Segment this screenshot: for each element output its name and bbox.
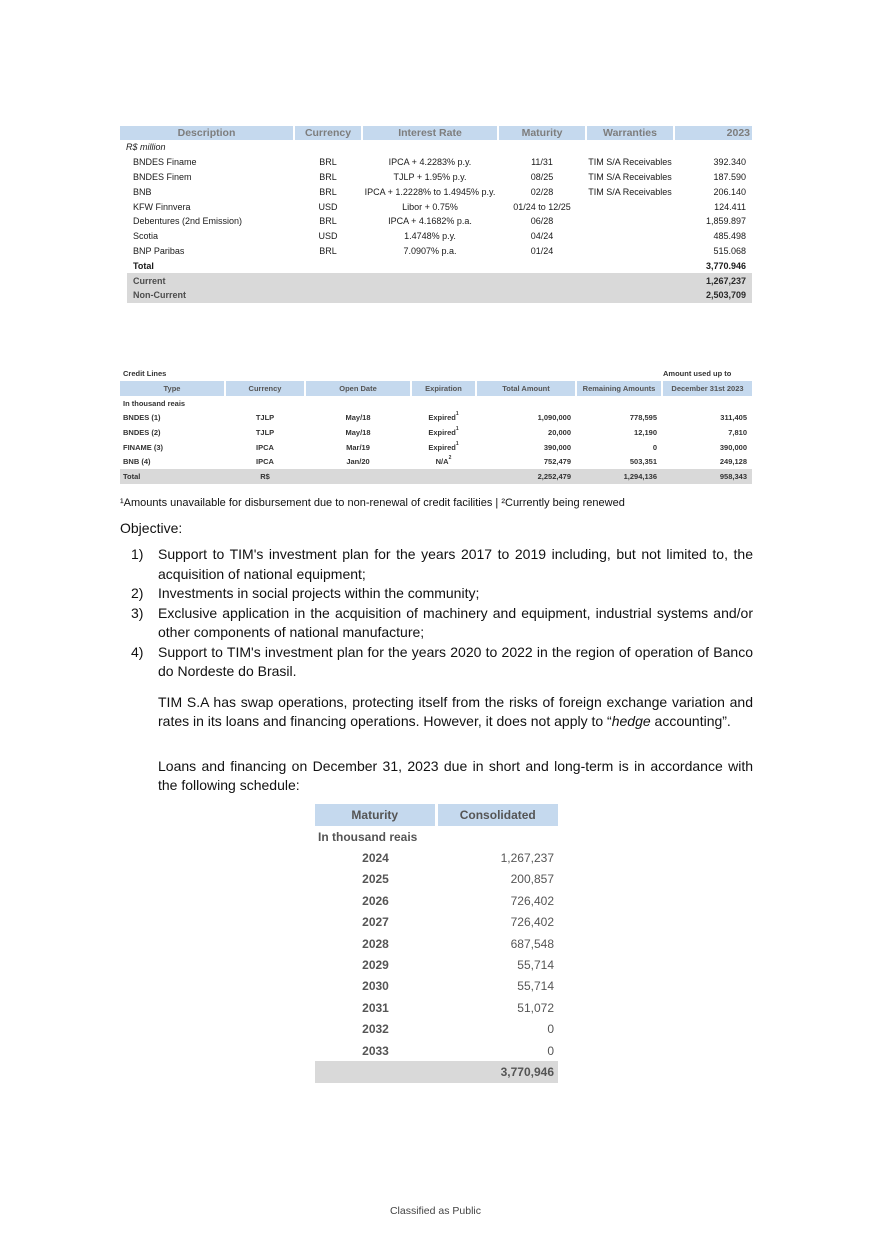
loan-value: 515.068 — [713, 245, 746, 256]
header-currency: Currency — [225, 381, 305, 396]
objective-label: Objective: — [120, 520, 183, 536]
table-row — [315, 954, 558, 975]
loan-rate: 1.4748% p.y. — [404, 231, 456, 242]
loans-table — [120, 126, 752, 303]
amount-used-label: Amount used up to — [663, 369, 732, 378]
noncurrent-value: 2,503,709 — [674, 288, 752, 303]
loan-description: BNDES Finem — [133, 171, 192, 182]
schedule-value: 726,402 — [510, 915, 554, 930]
loan-rate: IPCA + 4.2283% p.y. — [388, 157, 472, 168]
credit-currency: TJLP — [255, 413, 275, 423]
loan-description: BNB — [133, 186, 152, 197]
loan-description: BNDES Finame — [133, 157, 197, 168]
loans-header-row — [120, 126, 752, 140]
schedule-value: 55,714 — [517, 979, 554, 994]
schedule-value: 0 — [547, 1043, 554, 1058]
loan-warranties: TIM S/A Receivables — [588, 171, 672, 182]
credit-remaining: 503,351 — [629, 457, 657, 467]
item-text: Support to TIM's investment plan for the years 2020 to 2022 in the region of operation of Banco do Nordeste do Brasil. — [158, 643, 753, 679]
loan-description: BNP Paribas — [133, 245, 185, 256]
footnote-mark: 1 — [455, 425, 459, 432]
schedule-year: 2033 — [362, 1043, 389, 1058]
loan-currency: BRL — [319, 216, 337, 227]
header-type: Type — [120, 381, 225, 396]
schedule-value: 200,857 — [510, 872, 554, 887]
item-text: Exclusive application in the acquisition of machinery and equipment, industrial systems and/or other components of national manufacture; — [158, 604, 753, 640]
table-row — [120, 425, 752, 440]
credit-remaining: 12,190 — [634, 427, 657, 437]
credit-type: BNDES (1) — [123, 413, 161, 423]
loan-currency: USD — [318, 231, 338, 242]
noncurrent-label: Non-Current — [120, 288, 294, 303]
schedule-year: 2027 — [362, 915, 389, 930]
loan-currency: BRL — [319, 245, 337, 256]
table-row — [315, 933, 558, 954]
unit-label: In thousand reais — [123, 398, 186, 408]
loan-rate: IPCA + 1.2228% to 1.4945% p.y. — [364, 186, 496, 197]
loan-warranties: TIM S/A Receivables — [588, 157, 672, 168]
credit-total-amount: 2,252,479 — [476, 469, 576, 484]
credit-total-currency: R$ — [225, 469, 305, 484]
list-item — [120, 545, 753, 584]
list-item — [120, 584, 753, 604]
schedule-value: 0 — [547, 1022, 554, 1037]
total-value: 3,770.946 — [705, 260, 746, 271]
item-text: Support to TIM's investment plan for the years 2017 to 2019 including, but not limited to, the acquisition of national equipment; — [158, 546, 753, 582]
credit-lines-table — [120, 381, 752, 484]
loan-maturity: 02/28 — [530, 186, 554, 197]
credit-type: FINAME (3) — [123, 442, 163, 452]
total-row — [120, 258, 752, 273]
item-text: Investments in social projects within the community; — [158, 585, 480, 601]
header-december-2023: December 31st 2023 — [662, 381, 752, 396]
credit-open-date: May/18 — [345, 427, 371, 437]
item-number: 4) — [131, 643, 144, 660]
loan-value: 206.140 — [713, 186, 746, 197]
credit-used: 7,810 — [728, 427, 747, 437]
loan-description: KFW Finnvera — [133, 201, 191, 212]
credit-total: 20,000 — [548, 427, 571, 437]
header-remaining-amounts: Remaining Amounts — [576, 381, 662, 396]
item-number: 2) — [131, 585, 144, 601]
table-row — [315, 912, 558, 933]
loan-currency: BRL — [319, 157, 337, 168]
schedule-paragraph: Loans and financing on December 31, 2023 due in short and long-term is in accordance with the following schedule: — [158, 758, 753, 793]
schedule-header-row — [315, 804, 558, 826]
header-description: Description — [120, 126, 294, 140]
loan-maturity: 01/24 to 12/25 — [513, 201, 571, 212]
loan-value: 187.590 — [713, 171, 746, 182]
unit-row — [315, 826, 558, 847]
loan-maturity: 04/24 — [530, 231, 554, 242]
credit-total-used: 958,343 — [662, 469, 752, 484]
loan-warranties — [586, 214, 674, 229]
schedule-value: 687,548 — [510, 936, 554, 951]
unit-row — [120, 396, 752, 411]
credit-type: BNB (4) — [123, 457, 151, 467]
schedule-year: 2028 — [362, 936, 389, 951]
credit-header-row — [120, 381, 752, 396]
schedule-total-row — [315, 1061, 558, 1082]
loan-description: Scotia — [133, 231, 159, 242]
total-label: Total — [133, 260, 154, 271]
header-maturity: Maturity — [498, 126, 586, 140]
table-row — [315, 890, 558, 911]
credit-total-row — [120, 469, 752, 484]
table-row — [315, 1019, 558, 1040]
loan-currency: BRL — [319, 171, 337, 182]
footnote: ¹Amounts unavailable for disbursement due to non-renewal of credit facilities | ²Currently being renewed — [120, 497, 625, 509]
table-row — [120, 155, 752, 170]
table-row — [120, 184, 752, 199]
loan-currency: USD — [318, 201, 338, 212]
schedule-year: 2025 — [362, 872, 389, 887]
header-interest-rate: Interest Rate — [362, 126, 498, 140]
loan-rate: IPCA + 4.1682% p.a. — [388, 216, 472, 227]
header-open-date: Open Date — [305, 381, 411, 396]
schedule-value: 51,072 — [517, 1000, 554, 1015]
loan-value: 124.411 — [714, 201, 746, 212]
loan-value: 485.498 — [713, 231, 746, 242]
schedule-year: 2029 — [362, 958, 389, 973]
header-maturity: Maturity — [315, 804, 436, 826]
table-row — [315, 976, 558, 997]
table-row — [120, 214, 752, 229]
current-row — [120, 273, 752, 288]
current-label: Current — [120, 273, 294, 288]
loan-warranties — [586, 229, 674, 244]
schedule-table — [315, 804, 558, 1083]
schedule-year: 2030 — [362, 979, 389, 994]
schedule-year: 2031 — [362, 1000, 389, 1015]
credit-currency: TJLP — [255, 427, 275, 437]
credit-open-date: May/18 — [345, 413, 371, 423]
table-row — [120, 411, 752, 426]
unit-label: In thousand reais — [318, 829, 418, 844]
loan-rate: 7.0907% p.a. — [403, 245, 457, 256]
credit-expiration: Expired$^1$ — [428, 411, 459, 423]
loan-maturity: 08/25 — [530, 171, 554, 182]
footnote-mark: 2 — [448, 455, 452, 462]
table-row — [120, 199, 752, 214]
header-2023: 2023 — [674, 126, 752, 140]
credit-open-date: Mar/19 — [346, 442, 370, 452]
credit-currency: IPCA — [256, 457, 274, 467]
credit-total: 752,479 — [543, 457, 571, 467]
swap-paragraph: TIM S.A has swap operations, protecting itself from the risks of foreign exchange variation and rates in its loans and financing operations. However, it does not apply to “hedge accounting”. — [158, 694, 753, 729]
schedule-value: 1,267,237 — [500, 851, 554, 866]
loan-maturity: 01/24 — [530, 245, 554, 256]
objectives-list — [120, 545, 753, 682]
footnote-mark: 1 — [455, 440, 459, 447]
loan-warranties: TIM S/A Receivables — [588, 186, 672, 197]
credit-expiration: Expired$^1$ — [428, 425, 459, 437]
loan-rate: TJLP + 1.95% p.y. — [393, 171, 467, 182]
header-currency: Currency — [294, 126, 362, 140]
unit-row — [120, 140, 752, 155]
credit-lines-title: Credit Lines — [123, 369, 167, 378]
loan-rate: Libor + 0.75% — [402, 201, 458, 212]
credit-expiration: $N/A^2$ — [435, 455, 452, 467]
table-row — [315, 869, 558, 890]
unit-label: R$ million — [126, 142, 166, 153]
header-total-amount: Total Amount — [476, 381, 576, 396]
header-consolidated: Consolidated — [436, 804, 558, 826]
item-number: 3) — [131, 604, 144, 621]
table-row — [120, 244, 752, 259]
item-number: 1) — [131, 546, 144, 562]
schedule-year: 2024 — [362, 851, 389, 866]
header-warranties: Warranties — [586, 126, 674, 140]
classification-footer: Classified as Public — [389, 1205, 482, 1217]
credit-open-date: Jan/20 — [346, 457, 370, 467]
schedule-total: 3,770,946 — [436, 1061, 558, 1082]
table-row — [120, 170, 752, 185]
credit-used: 311,405 — [720, 413, 747, 423]
table-row — [120, 229, 752, 244]
schedule-value: 726,402 — [510, 893, 554, 908]
credit-used: 390,000 — [719, 442, 747, 452]
credit-expiration: Expired$^1$ — [428, 440, 459, 452]
loan-maturity: 11/31 — [531, 157, 553, 168]
current-value: 1,267,237 — [674, 273, 752, 288]
credit-total-remaining: 1,294,136 — [576, 469, 662, 484]
schedule-value: 55,714 — [517, 958, 554, 973]
schedule-year: 2026 — [362, 893, 389, 908]
credit-type: BNDES (2) — [123, 427, 161, 437]
table-row — [315, 847, 558, 868]
table-row — [315, 1040, 558, 1061]
credit-total-label: Total — [120, 469, 225, 484]
loan-value: 1,859.897 — [705, 216, 746, 227]
schedule-year: 2032 — [362, 1022, 389, 1037]
loan-currency: BRL — [319, 186, 337, 197]
loan-warranties — [586, 199, 674, 214]
credit-remaining: 778,595 — [629, 413, 657, 423]
credit-remaining: 0 — [652, 442, 657, 452]
credit-total: 1,090,000 — [537, 413, 571, 423]
footnote-mark: 1 — [455, 411, 459, 418]
loan-maturity: 06/28 — [530, 216, 554, 227]
loan-value: 392.340 — [713, 157, 746, 168]
table-row — [120, 454, 752, 469]
credit-used: 249,128 — [719, 457, 747, 467]
list-item — [120, 604, 753, 643]
credit-total: 390,000 — [543, 442, 571, 452]
noncurrent-row — [120, 288, 752, 303]
loan-description: Debentures (2nd Emission) — [133, 216, 243, 227]
loan-warranties — [586, 244, 674, 259]
list-item — [120, 643, 753, 682]
table-row — [120, 440, 752, 455]
credit-currency: IPCA — [256, 442, 274, 452]
header-expiration: Expiration — [411, 381, 476, 396]
table-row — [315, 997, 558, 1018]
